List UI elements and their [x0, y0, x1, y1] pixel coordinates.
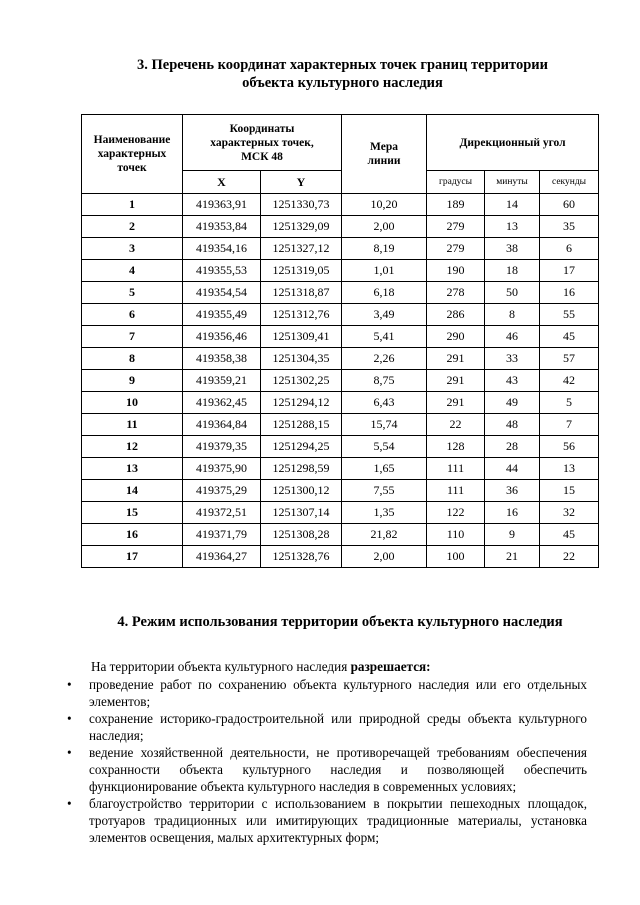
- cell-point-number: 10: [82, 392, 183, 414]
- table-row: [82, 524, 599, 546]
- cell-measure: 8,75: [342, 370, 427, 392]
- table-row: [82, 304, 599, 326]
- cell-degrees: 190: [427, 260, 485, 282]
- cell-measure: 3,49: [342, 304, 427, 326]
- table-row: [82, 436, 599, 458]
- cell-degrees: 100: [427, 546, 485, 568]
- cell-minutes: 46: [485, 326, 540, 348]
- cell-point-number: 15: [82, 502, 183, 524]
- cell-y: 1251308,28: [261, 524, 342, 546]
- table-row: [82, 348, 599, 370]
- cell-measure: 8,19: [342, 238, 427, 260]
- cell-y: 1251302,25: [261, 370, 342, 392]
- cell-y: 1251330,73: [261, 194, 342, 216]
- cell-y: 1251312,76: [261, 304, 342, 326]
- cell-y: 1251318,87: [261, 282, 342, 304]
- cell-seconds: 35: [540, 216, 599, 238]
- cell-x: 419355,53: [183, 260, 261, 282]
- cell-y: 1251329,09: [261, 216, 342, 238]
- cell-point-number: 7: [82, 326, 183, 348]
- cell-x: 419375,29: [183, 480, 261, 502]
- cell-seconds: 13: [540, 458, 599, 480]
- cell-x: 419358,38: [183, 348, 261, 370]
- cell-seconds: 60: [540, 194, 599, 216]
- cell-y: 1251327,12: [261, 238, 342, 260]
- cell-measure: 5,54: [342, 436, 427, 458]
- cell-minutes: 18: [485, 260, 540, 282]
- table-row: [82, 502, 599, 524]
- cell-degrees: 189: [427, 194, 485, 216]
- cell-degrees: 291: [427, 348, 485, 370]
- cell-seconds: 55: [540, 304, 599, 326]
- coordinates-table: [81, 114, 599, 568]
- cell-x: 419364,27: [183, 546, 261, 568]
- intro-bold: разрешается:: [350, 659, 431, 674]
- section-3-title-line1: 3. Перечень координат характерных точек границ территории: [137, 57, 548, 73]
- cell-seconds: 57: [540, 348, 599, 370]
- cell-degrees: 111: [427, 458, 485, 480]
- cell-minutes: 9: [485, 524, 540, 546]
- cell-x: 419364,84: [183, 414, 261, 436]
- bullet-icon: •: [67, 745, 72, 760]
- cell-x: 419355,49: [183, 304, 261, 326]
- cell-degrees: 128: [427, 436, 485, 458]
- cell-measure: 1,01: [342, 260, 427, 282]
- section-3-title-line2: объекта культурного наследия: [242, 75, 443, 91]
- cell-x: 419356,46: [183, 326, 261, 348]
- cell-minutes: 21: [485, 546, 540, 568]
- header-coordinates: Координаты характерных точек, МСК 48: [183, 115, 342, 171]
- cell-point-number: 13: [82, 458, 183, 480]
- cell-minutes: 14: [485, 194, 540, 216]
- cell-point-number: 12: [82, 436, 183, 458]
- cell-degrees: 290: [427, 326, 485, 348]
- cell-minutes: 43: [485, 370, 540, 392]
- cell-y: 1251294,25: [261, 436, 342, 458]
- cell-point-number: 11: [82, 414, 183, 436]
- cell-measure: 10,20: [342, 194, 427, 216]
- cell-x: 419354,16: [183, 238, 261, 260]
- list-item: [67, 744, 587, 795]
- cell-x: 419362,45: [183, 392, 261, 414]
- cell-measure: 1,65: [342, 458, 427, 480]
- table-row: [82, 216, 599, 238]
- cell-degrees: 122: [427, 502, 485, 524]
- cell-point-number: 8: [82, 348, 183, 370]
- cell-y: 1251328,76: [261, 546, 342, 568]
- cell-measure: 1,35: [342, 502, 427, 524]
- header-line-measure: Мера линии: [342, 115, 427, 194]
- cell-measure: 2,00: [342, 546, 427, 568]
- table-row: [82, 260, 599, 282]
- cell-measure: 2,00: [342, 216, 427, 238]
- cell-y: 1251288,15: [261, 414, 342, 436]
- cell-point-number: 1: [82, 194, 183, 216]
- cell-x: 419375,90: [183, 458, 261, 480]
- cell-seconds: 45: [540, 326, 599, 348]
- intro-text: На территории объекта культурного наследия: [91, 659, 351, 674]
- cell-seconds: 5: [540, 392, 599, 414]
- cell-point-number: 5: [82, 282, 183, 304]
- header-degrees: градусы: [427, 171, 485, 194]
- cell-seconds: 32: [540, 502, 599, 524]
- cell-seconds: 6: [540, 238, 599, 260]
- list-item-text: благоустройство территории с использованием в покрытии пешеходных площадок, тротуаров традиционных или имитирующих традиционные материалы, установка элементов освещения, малых архитектурных форм;: [89, 796, 587, 845]
- cell-point-number: 9: [82, 370, 183, 392]
- cell-y: 1251319,05: [261, 260, 342, 282]
- table-row: [82, 414, 599, 436]
- cell-point-number: 2: [82, 216, 183, 238]
- cell-degrees: 22: [427, 414, 485, 436]
- intro-paragraph: [91, 658, 591, 675]
- cell-degrees: 291: [427, 370, 485, 392]
- bullet-icon: •: [67, 796, 72, 811]
- table-row: [82, 546, 599, 568]
- cell-x: 419363,91: [183, 194, 261, 216]
- cell-minutes: 44: [485, 458, 540, 480]
- cell-x: 419353,84: [183, 216, 261, 238]
- cell-seconds: 42: [540, 370, 599, 392]
- permitted-activities-list: [67, 676, 587, 846]
- cell-minutes: 33: [485, 348, 540, 370]
- cell-y: 1251304,35: [261, 348, 342, 370]
- cell-x: 419354,54: [183, 282, 261, 304]
- coordinates-table-body: [82, 194, 599, 568]
- cell-point-number: 16: [82, 524, 183, 546]
- cell-measure: 21,82: [342, 524, 427, 546]
- cell-minutes: 28: [485, 436, 540, 458]
- list-item: [67, 710, 587, 744]
- header-direction-angle: Дирекционный угол: [427, 115, 599, 171]
- cell-degrees: 279: [427, 216, 485, 238]
- list-item-text: проведение работ по сохранению объекта культурного наследия или его отдельных элементов;: [89, 677, 587, 709]
- table-row: [82, 480, 599, 502]
- bullet-icon: •: [67, 677, 72, 692]
- list-item-text: сохранение историко-градостроительной или природной среды объекта культурного наследия;: [89, 711, 587, 743]
- cell-seconds: 45: [540, 524, 599, 546]
- header-seconds: секунды: [540, 171, 599, 194]
- cell-minutes: 13: [485, 216, 540, 238]
- cell-degrees: 291: [427, 392, 485, 414]
- list-item: [67, 676, 587, 710]
- table-row: [82, 326, 599, 348]
- cell-x: 419371,79: [183, 524, 261, 546]
- cell-measure: 7,55: [342, 480, 427, 502]
- cell-seconds: 16: [540, 282, 599, 304]
- cell-degrees: 279: [427, 238, 485, 260]
- cell-minutes: 36: [485, 480, 540, 502]
- cell-minutes: 8: [485, 304, 540, 326]
- cell-seconds: 7: [540, 414, 599, 436]
- cell-measure: 15,74: [342, 414, 427, 436]
- bullet-icon: •: [67, 711, 72, 726]
- header-y: Y: [261, 171, 342, 194]
- cell-degrees: 278: [427, 282, 485, 304]
- cell-point-number: 6: [82, 304, 183, 326]
- cell-point-number: 4: [82, 260, 183, 282]
- cell-measure: 6,18: [342, 282, 427, 304]
- cell-measure: 6,43: [342, 392, 427, 414]
- cell-measure: 2,26: [342, 348, 427, 370]
- table-row: [82, 458, 599, 480]
- cell-degrees: 110: [427, 524, 485, 546]
- cell-seconds: 22: [540, 546, 599, 568]
- cell-minutes: 16: [485, 502, 540, 524]
- list-item-text: ведение хозяйственной деятельности, не противоречащей требованиям обеспечения сохранности объекта культурного наследия и позволяющей обеспечить функционирование объекта культурного наследия в современных условиях;: [89, 745, 587, 794]
- section-3-title: [60, 56, 625, 92]
- cell-degrees: 286: [427, 304, 485, 326]
- cell-y: 1251294,12: [261, 392, 342, 414]
- table-row: [82, 194, 599, 216]
- cell-seconds: 56: [540, 436, 599, 458]
- table-row: [82, 282, 599, 304]
- cell-point-number: 17: [82, 546, 183, 568]
- cell-y: 1251307,14: [261, 502, 342, 524]
- cell-seconds: 15: [540, 480, 599, 502]
- section-4-title: 4. Режим использования территории объекта культурного наследия: [117, 614, 563, 630]
- cell-x: 419379,35: [183, 436, 261, 458]
- cell-seconds: 17: [540, 260, 599, 282]
- cell-y: 1251300,12: [261, 480, 342, 502]
- cell-y: 1251298,59: [261, 458, 342, 480]
- header-minutes: минуты: [485, 171, 540, 194]
- table-row: [82, 370, 599, 392]
- cell-minutes: 48: [485, 414, 540, 436]
- cell-minutes: 50: [485, 282, 540, 304]
- table-row: [82, 238, 599, 260]
- cell-degrees: 111: [427, 480, 485, 502]
- table-row: [82, 392, 599, 414]
- cell-x: 419372,51: [183, 502, 261, 524]
- cell-y: 1251309,41: [261, 326, 342, 348]
- cell-minutes: 49: [485, 392, 540, 414]
- header-point-name: Наименование характерных точек: [82, 115, 183, 194]
- header-x: X: [183, 171, 261, 194]
- cell-point-number: 3: [82, 238, 183, 260]
- cell-point-number: 14: [82, 480, 183, 502]
- cell-measure: 5,41: [342, 326, 427, 348]
- list-item: [67, 795, 587, 846]
- cell-minutes: 38: [485, 238, 540, 260]
- cell-x: 419359,21: [183, 370, 261, 392]
